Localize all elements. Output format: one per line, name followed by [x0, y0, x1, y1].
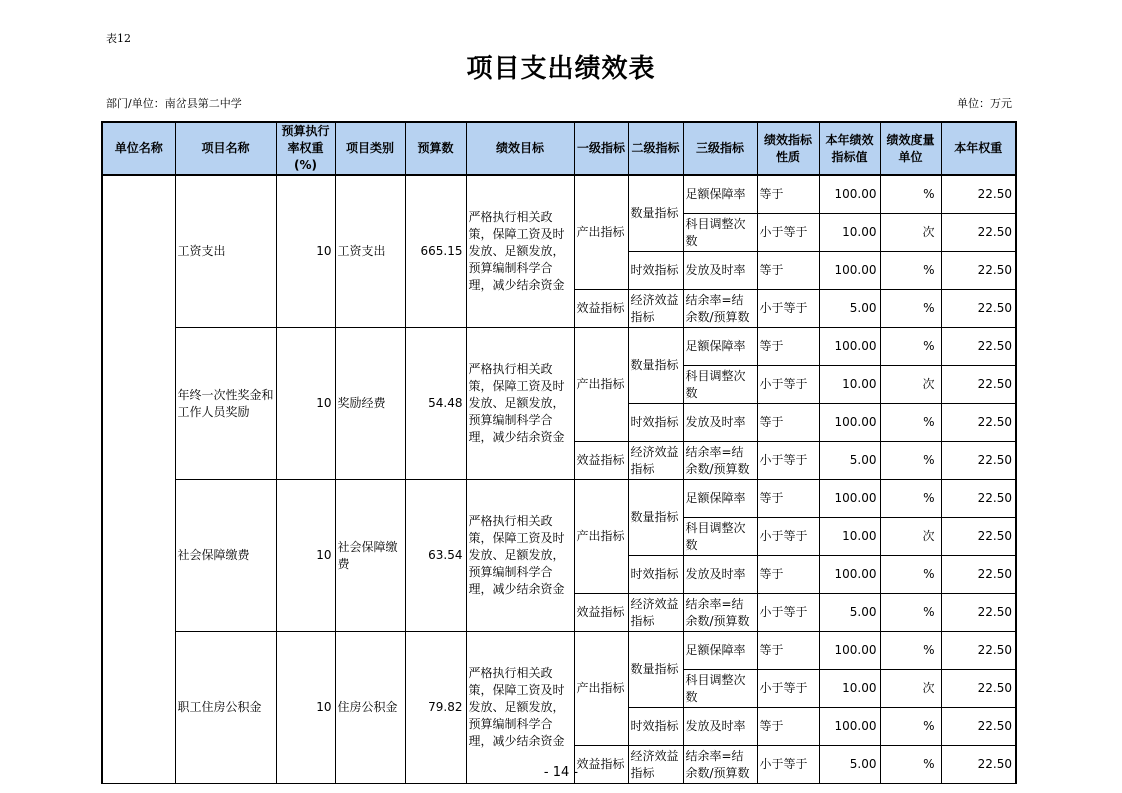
goal-cell: 严格执行相关政策，保障工资及时发放、足额发放，预算编制科学合理，减少结余资金 [466, 328, 574, 480]
year-weight-cell: 22.50 [941, 175, 1016, 214]
level2-indicator-cell: 时效指标 [628, 404, 683, 442]
indicator-nature-cell: 等于 [757, 252, 819, 290]
target-value-cell: 100.00 [819, 404, 880, 442]
level1-indicator-cell: 效益指标 [574, 290, 628, 328]
measure-unit-cell: % [880, 594, 941, 632]
project-name-cell: 社会保障缴费 [175, 480, 276, 632]
measure-unit-cell: % [880, 252, 941, 290]
measure-unit-cell: % [880, 632, 941, 670]
indicator-nature-cell: 等于 [757, 404, 819, 442]
level3-indicator-cell: 发放及时率 [683, 252, 757, 290]
exec-weight-cell: 10 [276, 632, 335, 784]
year-weight-cell: 22.50 [941, 214, 1016, 252]
indicator-nature-cell: 等于 [757, 556, 819, 594]
project-name-cell: 工资支出 [175, 175, 276, 328]
table-row [102, 175, 1016, 214]
level3-indicator-cell: 科目调整次数 [683, 214, 757, 252]
level3-indicator-cell: 足额保障率 [683, 175, 757, 214]
level2-indicator-cell: 时效指标 [628, 708, 683, 746]
header-text: 性质 [775, 149, 800, 164]
header-target-value [819, 122, 880, 175]
level3-indicator-cell: 足额保障率 [683, 328, 757, 366]
indicator-nature-cell: 小于等于 [757, 214, 819, 252]
target-value-cell: 10.00 [819, 366, 880, 404]
currency-unit-label: 单位：万元 [957, 97, 1012, 110]
level3-indicator-cell: 科目调整次数 [683, 518, 757, 556]
target-value-cell: 100.00 [819, 708, 880, 746]
level3-indicator-cell: 结余率=结余数/预算数 [683, 746, 757, 784]
header-level3 [683, 122, 757, 175]
indicator-nature-cell: 小于等于 [757, 290, 819, 328]
year-weight-cell: 22.50 [941, 632, 1016, 670]
target-value-cell: 5.00 [819, 594, 880, 632]
header-exec-weight [276, 122, 335, 175]
project-category-cell: 住房公积金 [335, 632, 405, 784]
budget-cell: 54.48 [405, 328, 466, 480]
page-number: - 14 - [543, 765, 579, 780]
indicator-nature-cell: 小于等于 [757, 366, 819, 404]
target-value-cell: 5.00 [819, 442, 880, 480]
header-measure-unit [880, 122, 941, 175]
measure-unit-cell: % [880, 708, 941, 746]
goal-cell: 严格执行相关政策，保障工资及时发放、足额发放，预算编制科学合理，减少结余资金 [466, 175, 574, 328]
target-value-cell: 5.00 [819, 746, 880, 784]
target-value-cell: 100.00 [819, 328, 880, 366]
year-weight-cell: 22.50 [941, 670, 1016, 708]
goal-cell: 严格执行相关政策，保障工资及时发放、足额发放，预算编制科学合理，减少结余资金 [466, 632, 574, 784]
level2-indicator-cell: 数量指标 [628, 175, 683, 252]
level3-indicator-cell: 结余率=结余数/预算数 [683, 290, 757, 328]
year-weight-cell: 22.50 [941, 328, 1016, 366]
unit-name-cell [102, 175, 175, 784]
year-weight-cell: 22.50 [941, 366, 1016, 404]
measure-unit-cell: 次 [880, 214, 941, 252]
year-weight-cell: 22.50 [941, 518, 1016, 556]
year-weight-cell: 22.50 [941, 290, 1016, 328]
header-text: 预算执行 [281, 124, 330, 138]
indicator-nature-cell: 小于等于 [757, 442, 819, 480]
project-category-cell: 奖励经费 [335, 328, 405, 480]
target-value-cell: 100.00 [819, 632, 880, 670]
level3-indicator-cell: 发放及时率 [683, 404, 757, 442]
target-value-cell: 100.00 [819, 175, 880, 214]
measure-unit-cell: % [880, 746, 941, 784]
project-category-cell: 社会保障缴费 [335, 480, 405, 632]
measure-unit-cell: % [880, 556, 941, 594]
header-text: 指标值 [831, 149, 868, 164]
target-value-cell: 100.00 [819, 252, 880, 290]
indicator-nature-cell: 等于 [757, 708, 819, 746]
indicator-nature-cell: 等于 [757, 328, 819, 366]
measure-unit-cell: % [880, 404, 941, 442]
goal-cell: 严格执行相关政策，保障工资及时发放、足额发放，预算编制科学合理，减少结余资金 [466, 480, 574, 632]
level2-indicator-cell: 经济效益指标 [628, 746, 683, 784]
project-name-cell: 职工住房公积金 [175, 632, 276, 784]
measure-unit-cell: % [880, 290, 941, 328]
department-label: 部门/单位：南岔县第二中学 [106, 97, 242, 110]
indicator-nature-cell: 等于 [757, 480, 819, 518]
header-text: 二级指标 [631, 141, 680, 155]
header-nature [757, 122, 819, 175]
level2-indicator-cell: 时效指标 [628, 556, 683, 594]
project-category-cell: 工资支出 [335, 175, 405, 328]
header-text: 率权重(%) [287, 141, 324, 172]
indicator-nature-cell: 小于等于 [757, 518, 819, 556]
target-value-cell: 5.00 [819, 290, 880, 328]
year-weight-cell: 22.50 [941, 594, 1016, 632]
level1-indicator-cell: 产出指标 [574, 480, 628, 594]
level2-indicator-cell: 数量指标 [628, 480, 683, 556]
indicator-nature-cell: 等于 [757, 632, 819, 670]
measure-unit-cell: 次 [880, 670, 941, 708]
exec-weight-cell: 10 [276, 328, 335, 480]
level3-indicator-cell: 科目调整次数 [683, 670, 757, 708]
header-text: 预算数 [417, 141, 454, 155]
level2-indicator-cell: 经济效益指标 [628, 290, 683, 328]
exec-weight-cell: 10 [276, 175, 335, 328]
exec-weight-cell: 10 [276, 480, 335, 632]
performance-table [101, 121, 1017, 784]
year-weight-cell: 22.50 [941, 442, 1016, 480]
header-year-weight [941, 122, 1016, 175]
level3-indicator-cell: 结余率=结余数/预算数 [683, 594, 757, 632]
header-goal [466, 122, 574, 175]
header-budget [405, 122, 466, 175]
target-value-cell: 100.00 [819, 480, 880, 518]
measure-unit-cell: % [880, 175, 941, 214]
level2-indicator-cell: 经济效益指标 [628, 594, 683, 632]
year-weight-cell: 22.50 [941, 708, 1016, 746]
budget-cell: 79.82 [405, 632, 466, 784]
indicator-nature-cell: 小于等于 [757, 670, 819, 708]
level2-indicator-cell: 数量指标 [628, 328, 683, 404]
header-text: 绩效目标 [495, 141, 544, 155]
level3-indicator-cell: 发放及时率 [683, 708, 757, 746]
target-value-cell: 100.00 [819, 556, 880, 594]
budget-cell: 63.54 [405, 480, 466, 632]
measure-unit-cell: % [880, 328, 941, 366]
measure-unit-cell: % [880, 442, 941, 480]
level2-indicator-cell: 经济效益指标 [628, 442, 683, 480]
header-text: 本年权重 [954, 141, 1003, 155]
level2-indicator-cell: 时效指标 [628, 252, 683, 290]
header-text: 项目名称 [201, 141, 250, 155]
level1-indicator-cell: 产出指标 [574, 328, 628, 442]
level1-indicator-cell: 效益指标 [574, 746, 628, 784]
header-unit-name [102, 122, 175, 175]
indicator-nature-cell: 等于 [757, 175, 819, 214]
table-row [102, 480, 1016, 518]
target-value-cell: 10.00 [819, 518, 880, 556]
level1-indicator-cell: 产出指标 [574, 175, 628, 290]
level3-indicator-cell: 足额保障率 [683, 480, 757, 518]
header-text: 单位名称 [114, 141, 163, 155]
measure-unit-cell: 次 [880, 366, 941, 404]
header-text: 单位 [898, 149, 923, 164]
level3-indicator-cell: 足额保障率 [683, 632, 757, 670]
table-body [102, 175, 1016, 784]
year-weight-cell: 22.50 [941, 746, 1016, 784]
measure-unit-cell: 次 [880, 518, 941, 556]
level1-indicator-cell: 产出指标 [574, 632, 628, 746]
indicator-nature-cell: 小于等于 [757, 746, 819, 784]
level3-indicator-cell: 科目调整次数 [683, 366, 757, 404]
budget-cell: 665.15 [405, 175, 466, 328]
year-weight-cell: 22.50 [941, 556, 1016, 594]
table-header-row [102, 122, 1016, 175]
table-row [102, 632, 1016, 670]
table-label: 表12 [106, 32, 131, 45]
level1-indicator-cell: 效益指标 [574, 594, 628, 632]
header-text: 项目类别 [345, 141, 394, 155]
year-weight-cell: 22.50 [941, 404, 1016, 442]
header-text: 绩效度量 [886, 132, 935, 147]
header-text: 一级指标 [576, 141, 625, 155]
year-weight-cell: 22.50 [941, 480, 1016, 518]
level1-indicator-cell: 效益指标 [574, 442, 628, 480]
header-text: 绩效指标 [763, 132, 812, 147]
header-text: 本年绩效 [825, 132, 874, 147]
target-value-cell: 10.00 [819, 670, 880, 708]
measure-unit-cell: % [880, 480, 941, 518]
level3-indicator-cell: 结余率=结余数/预算数 [683, 442, 757, 480]
header-project-category [335, 122, 405, 175]
header-text: 三级指标 [695, 141, 744, 155]
year-weight-cell: 22.50 [941, 252, 1016, 290]
header-project-name [175, 122, 276, 175]
header-level1 [574, 122, 628, 175]
page-title: 项目支出绩效表 [466, 54, 656, 84]
indicator-nature-cell: 小于等于 [757, 594, 819, 632]
table-row [102, 328, 1016, 366]
level2-indicator-cell: 数量指标 [628, 632, 683, 708]
project-name-cell: 年终一次性奖金和工作人员奖励 [175, 328, 276, 480]
level3-indicator-cell: 发放及时率 [683, 556, 757, 594]
header-level2 [628, 122, 683, 175]
target-value-cell: 10.00 [819, 214, 880, 252]
